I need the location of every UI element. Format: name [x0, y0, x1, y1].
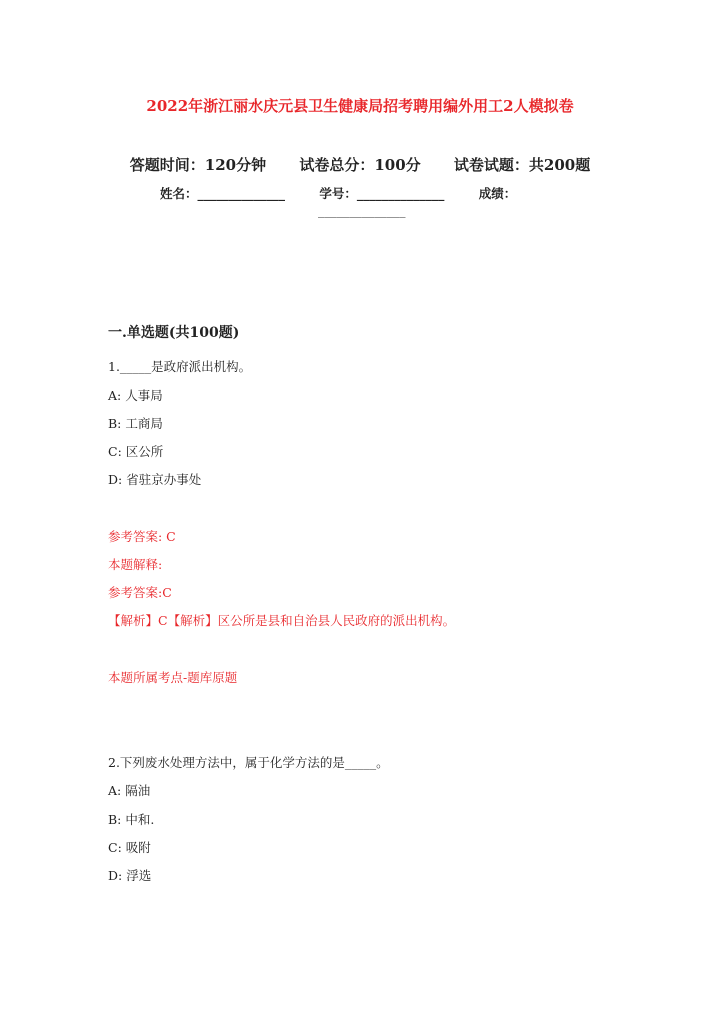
- option-c: C: 吸附: [108, 840, 151, 855]
- score-field: 成绩：: [478, 186, 517, 201]
- reference-answer-2: 参考答案:C: [108, 585, 172, 600]
- option-d: D: 省驻京办事处: [108, 472, 202, 487]
- analysis-text: 【解析】C【解析】区公所是县和自治县人民政府的派出机构。: [108, 613, 456, 628]
- option-a: A: 隔油: [108, 783, 151, 798]
- exam-meta: [0, 154, 720, 175]
- question-stem: 1._____是政府派出机构。: [108, 359, 252, 374]
- reference-answer: 参考答案: C: [108, 529, 176, 544]
- score-line: ______________: [318, 203, 406, 218]
- option-b: B: 中和.: [108, 812, 155, 827]
- student-id-field: 学号：______________: [319, 186, 445, 201]
- question-stem: 2.下列废水处理方法中，属于化学方法的是_____。: [108, 755, 389, 770]
- exam-total-questions: 试卷试题：共200题: [453, 156, 591, 174]
- explanation-label: 本题解释:: [108, 557, 163, 572]
- option-b: B: 工商局: [108, 416, 163, 431]
- option-c: C: 区公所: [108, 444, 164, 459]
- exam-total-score: 试卷总分：100分: [299, 156, 421, 174]
- exam-time: 答题时间：120分钟: [129, 156, 267, 174]
- option-d: D: 浮选: [108, 868, 152, 883]
- name-field: 姓名：______________: [160, 186, 286, 201]
- option-a: A: 人事局: [108, 388, 163, 403]
- question-category: 本题所属考点-题库原题: [108, 670, 238, 685]
- exam-title: 2022年浙江丽水庆元县卫生健康局招考聘用编外用工2人模拟卷: [146, 97, 574, 115]
- student-fields: [160, 184, 516, 202]
- section-title: 一.单选题(共100题): [108, 325, 240, 341]
